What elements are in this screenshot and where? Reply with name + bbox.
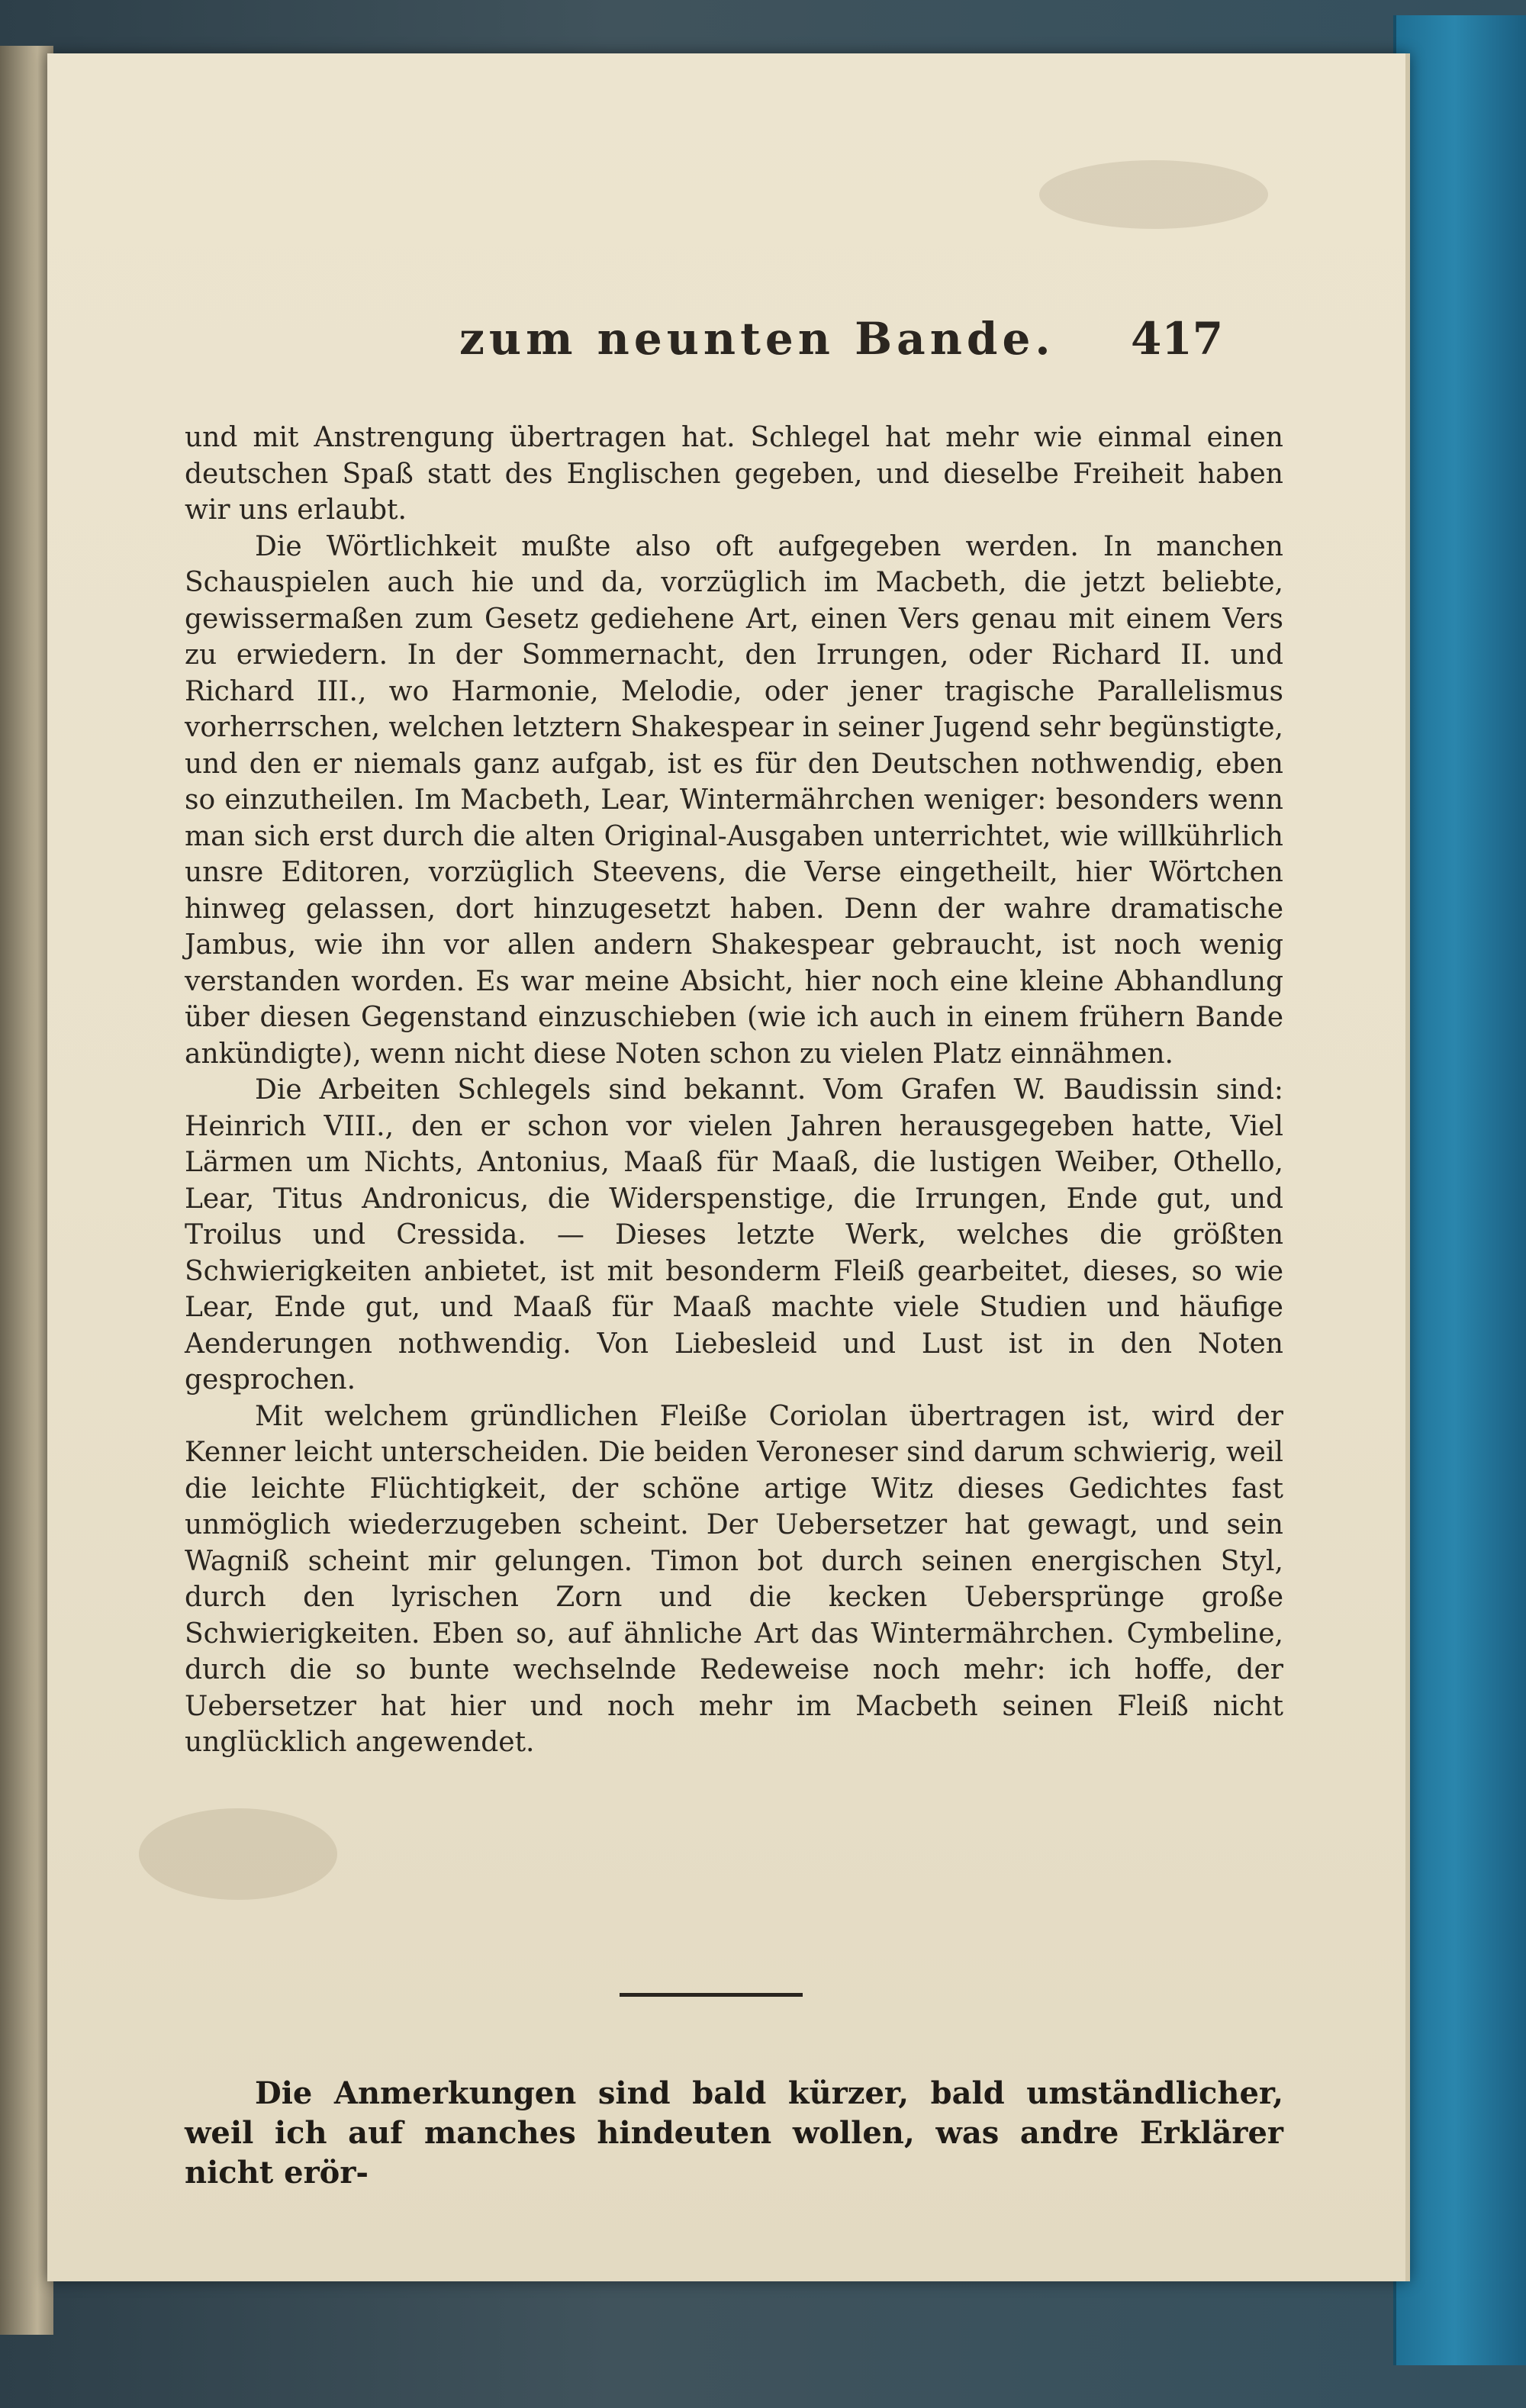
running-head: zum neunten Bande. xyxy=(459,313,1055,365)
page-number: 417 xyxy=(1131,313,1224,365)
left-page-edge xyxy=(0,46,53,2335)
book-spine xyxy=(1393,15,1526,2365)
page-stain xyxy=(1039,160,1268,229)
notes-text xyxy=(185,2074,1283,2193)
paragraph: und mit Anstrengung übertragen hat. Schlegel hat mehr wie einmal einen deutschen Spaß statt des Englischen gegeben, und dieselbe Freiheit haben wir uns erlaubt. xyxy=(185,422,1283,526)
paragraph: Die Arbeiten Schlegels sind bekannt. Vom Grafen W. Baudissin sind: Heinrich VIII., den er schon vor vielen Jahren herausgegeben hatte, Viel Lärmen um Nichts, Antonius, Maaß für Maaß, die lustigen Weiber, Othello, Lear, Titus Andronicus, die Widerspenstige, die Irrungen, Ende gut, und Troilus und Cressida. — Dieses letzte Werk, welches die größten Schwierigkeiten anbietet, ist mit besonderm Fleiß gearbeitet, dieses, so wie Lear, Ende gut, und Maaß für Maaß machte viele Studien und häufige Aenderungen nothwendig. Von Liebesleid und Lust ist in den Noten gesprochen. xyxy=(185,1074,1283,1396)
paragraph: Die Anmerkungen sind bald kürzer, bald umständlicher, weil ich auf manches hindeuten wollen, was andre Erklärer nicht erör- xyxy=(185,2075,1283,2191)
book-page xyxy=(47,53,1410,2281)
body-text xyxy=(185,420,1283,1761)
section-divider xyxy=(620,1993,803,1997)
paragraph: Mit welchem gründlichen Fleiße Coriolan übertragen ist, wird der Kenner leicht unterscheiden. Die beiden Veroneser sind darum schwierig, weil die leichte Flüchtigkeit, der schöne artige Witz dieses Gedichtes fast unmöglich wiederzugeben scheint. Der Uebersetzer hat gewagt, und sein Wagniß scheint mir gelungen. Timon bot durch seinen energischen Styl, durch den lyrischen Zorn und die kecken Uebersprünge große Schwierigkeiten. Eben so, auf ähnliche Art das Wintermährchen. Cymbeline, durch die so bunte wechselnde Redeweise noch mehr: ich hoffe, der Uebersetzer hat hier und noch mehr im Macbeth seinen Fleiß nicht unglücklich angewendet. xyxy=(185,1400,1283,1758)
paragraph: Die Wörtlichkeit mußte also oft aufgegeben werden. In manchen Schauspielen auch hie und da, vorzüglich im Macbeth, die jetzt beliebte, gewissermaßen zum Gesetz gediehene Art, einen Vers genau mit einem Vers zu erwiedern. In der Sommernacht, den Irrungen, oder Richard II. und Richard III., wo Harmonie, Melodie, oder jener tragische Parallelismus vorherrschen, welchen letztern Shakespear in seiner Jugend sehr begünstigte, und den er niemals ganz aufgab, ist es für den Deutschen nothwendig, eben so einzutheilen. Im Macbeth, Lear, Wintermährchen weniger: besonders wenn man sich erst durch die alten Original-Ausgaben unterrichtet, wie willkührlich unsre Editoren, vorzüglich Steevens, die Verse eingetheilt, hier Wörtchen hinweg gelassen, dort hinzugesetzt haben. Denn der wahre dramatische Jambus, wie ihn vor allen andern Shakespear gebraucht, ist noch wenig verstanden worden. Es war meine Absicht, hier noch eine kleine Abhandlung über diesen Gegenstand einzuschieben (wie ich auch in einem frühern Bande ankündigte), wenn nicht diese Noten schon zu vielen Platz einnähmen. xyxy=(185,530,1283,1070)
page-stain xyxy=(139,1808,337,1900)
page-header xyxy=(47,313,1405,374)
